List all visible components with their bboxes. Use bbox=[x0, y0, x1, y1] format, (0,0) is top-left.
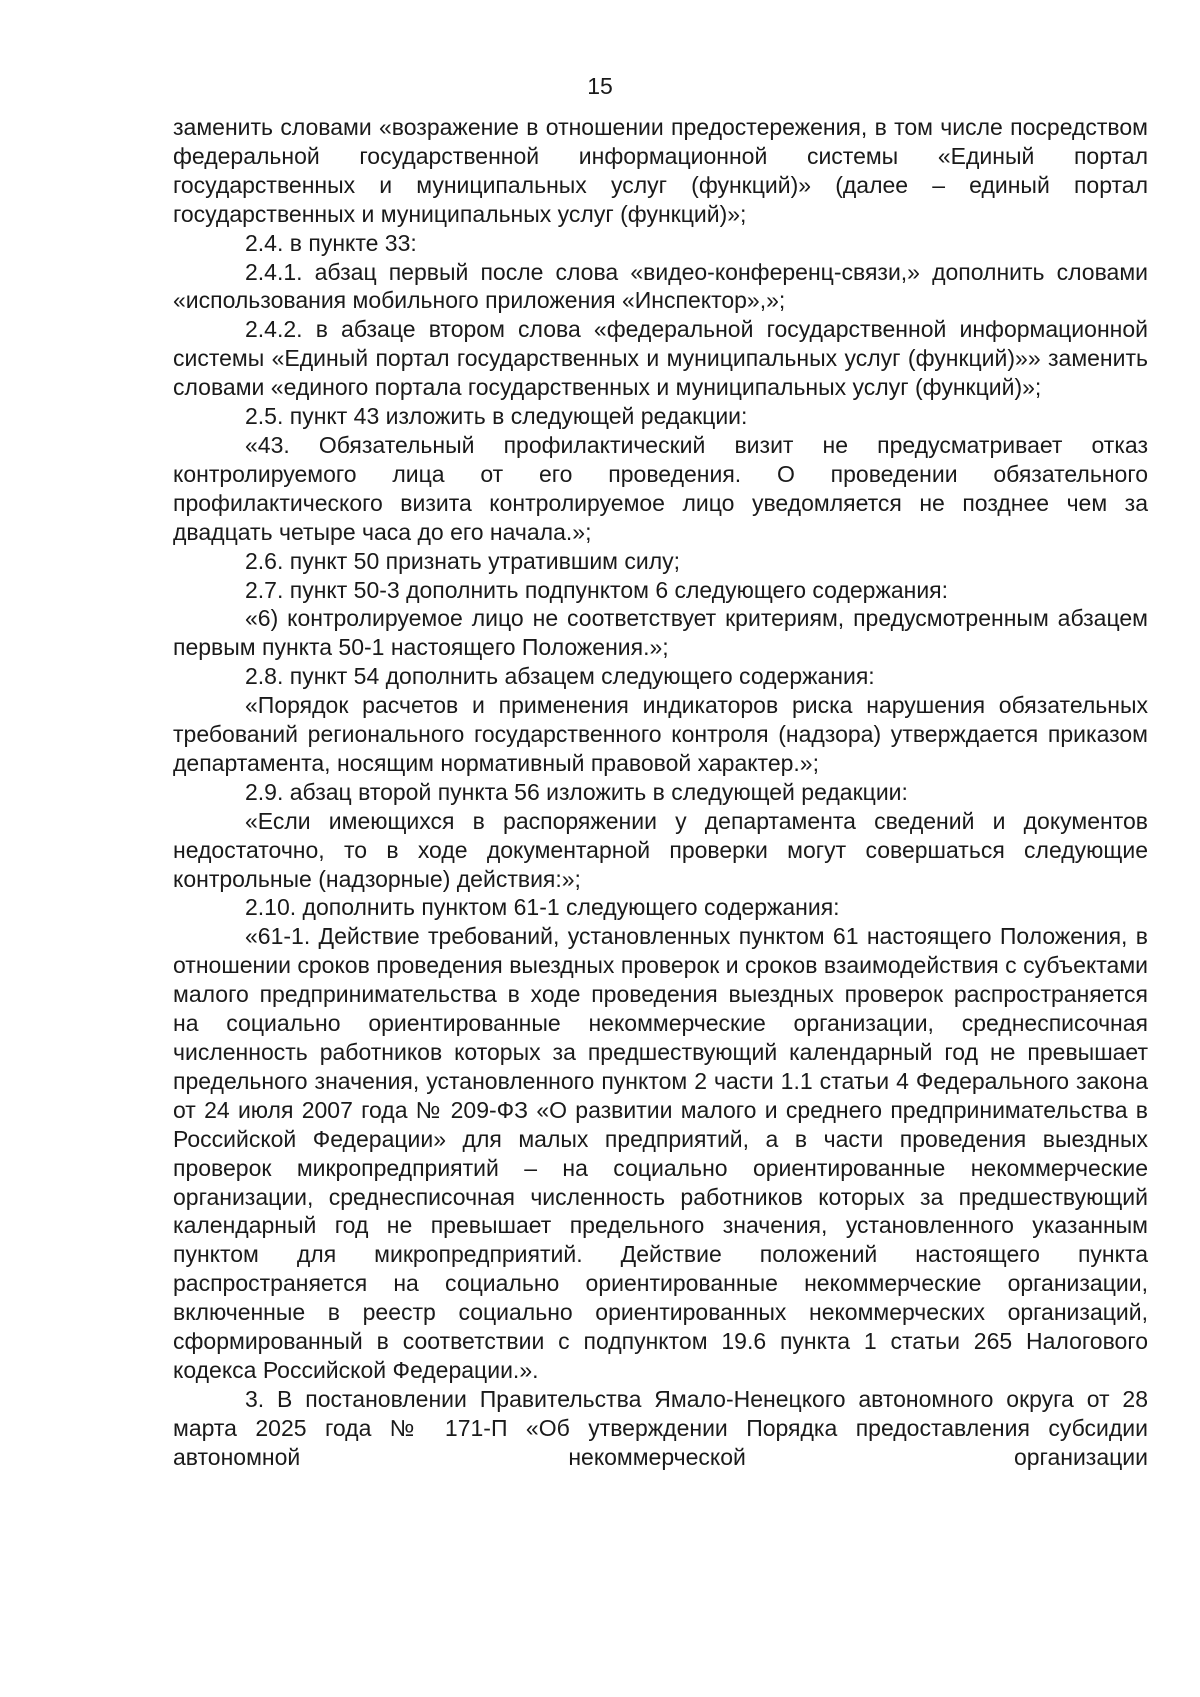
paragraph-15: «61-1. Действие требований, установленных пунктом 61 настоящего Положения, в отношении сроков проведения выездных проверок и сроков взаимодействия с субъектами малого предпринимательства в ходе проведения выездных проверок распространяется на социально ориентированные некоммерческие организации, среднесписочная численность работников которых за предшествующий календарный год не превышает предельного значения, установленного пунктом 2 части 1.1 статьи 4 Федерального закона от 24 июля 2007 года № 209-ФЗ «О развитии малого и среднего предпринимательства в Российской Федерации» для малых предприятий, а в части проведения выездных проверок микропредприятий – на социально ориентированные некоммерческие организации, среднесписочная численность работников которых за предшествующий календарный год не превышает предельного значения, установленного указанным пунктом для микропредприятий. Действие положений настоящего пункта распространяется на социально ориентированные некоммерческие организации, включенные в реестр социально ориентированных некоммерческих организаций, сформированный в соответствии с подпунктом 19.6 пункта 1 статьи 265 Налогового кодекса Российской Федерации.». bbox=[173, 923, 1148, 1383]
paragraph-13: «Если имеющихся в распоряжении у департамента сведений и документов недостаточно, то в ходе документарной проверки могут совершаться следующие контрольные (надзорные) действия:»; bbox=[173, 807, 1148, 892]
page-number: 15 bbox=[587, 73, 613, 99]
paragraph-12: 2.9. абзац второй пункта 56 изложить в следующей редакции: bbox=[245, 778, 908, 805]
paragraph-1: заменить словами «возражение в отношении предостережения, в том числе посредством федеральной государственной информационной системы «Единый портал государственных и муниципальных услуг (функций)» (далее – единый портал государственных и муниципальных услуг (функций)»; bbox=[173, 114, 1148, 227]
paragraph-3: 2.4.1. абзац первый после слова «видео-конференц-связи,» дополнить словами «использования мобильного приложения «Инспектор»,»; bbox=[173, 258, 1148, 314]
paragraph-4: 2.4.2. в абзаце втором слова «федеральной государственной информационной системы «Единый портал государственных и муниципальных услуг (функций)»» заменить словами «единого портала государственных и муниципальных услуг (функций)»; bbox=[173, 316, 1148, 401]
paragraph-10: 2.8. пункт 54 дополнить абзацем следующего содержания: bbox=[245, 663, 875, 690]
paragraph-5: 2.5. пункт 43 изложить в следующей редакции: bbox=[245, 403, 748, 430]
paragraph-11: «Порядок расчетов и применения индикаторов риска нарушения обязательных требований регионального государственного контроля (надзора) утверждается приказом департамента, носящим нормативный правовой характер.»; bbox=[173, 692, 1148, 776]
paragraph-16: 3. В постановлении Правительства Ямало-Ненецкого автономного округа от 28 марта 2025 года № 171-П «Об утверждении Порядка предоставления субсидии автономной некоммерческой организации bbox=[173, 1385, 1148, 1470]
paragraph-8: 2.7. пункт 50-3 дополнить подпунктом 6 следующего содержания: bbox=[245, 576, 949, 603]
paragraph-2: 2.4. в пункте 33: bbox=[245, 229, 417, 256]
document-body bbox=[173, 113, 1148, 1472]
paragraph-6: «43. Обязательный профилактический визит не предусматривает отказ контролируемого лица от его проведения. О проведении обязательного профилактического визита контролируемое лицо уведомляется не позднее чем за двадцать четыре часа до его начала.»; bbox=[173, 431, 1148, 545]
paragraph-9: «6) контролируемое лицо не соответствует критериям, предусмотренным абзацем первым пункта 50-1 настоящего Положения.»; bbox=[173, 605, 1148, 661]
paragraph-14: 2.10. дополнить пунктом 61-1 следующего содержания: bbox=[245, 894, 840, 921]
paragraph-7: 2.6. пункт 50 признать утратившим силу; bbox=[245, 547, 681, 574]
